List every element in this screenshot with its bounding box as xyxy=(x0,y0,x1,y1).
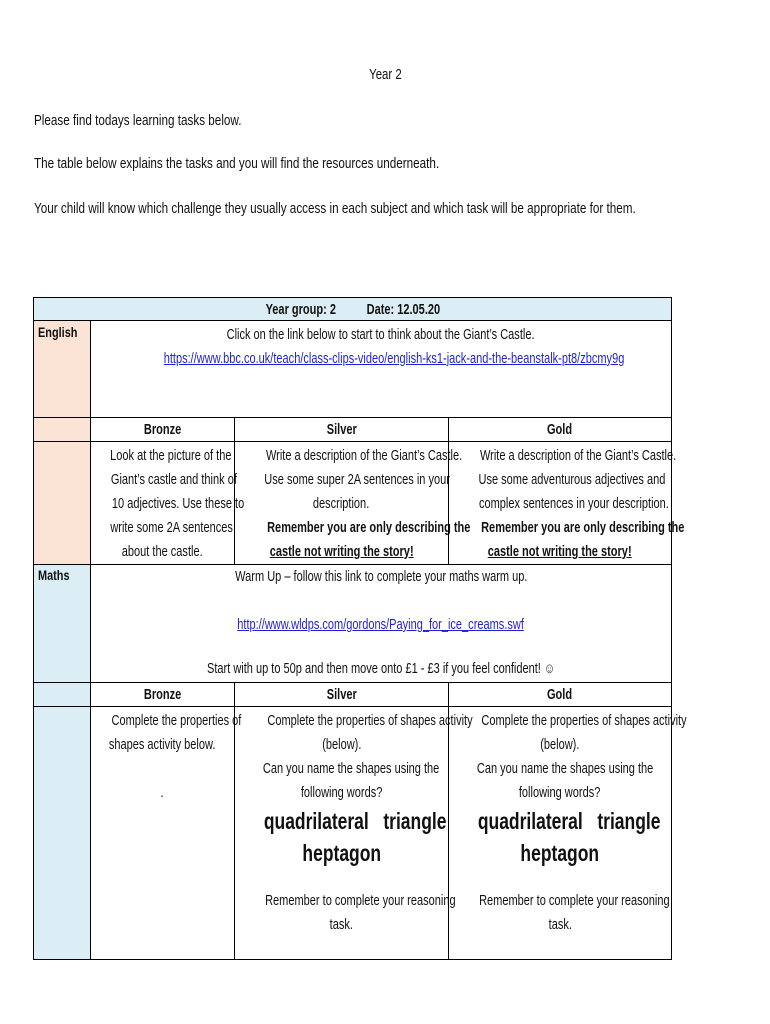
maths-silver-reminder: task. xyxy=(329,917,354,933)
english-bronze-text: about the castle. xyxy=(122,544,203,560)
english-bronze-head-cell xyxy=(90,417,235,442)
english-bronze-text: write some 2A sentences xyxy=(110,520,233,536)
english-silver-reminder: Remember you are only describing the xyxy=(267,520,471,536)
english-intro: Click on the link below to start to think about the Giant’s Castle. xyxy=(227,327,535,343)
maths-gold-text: Complete the properties of shapes activity xyxy=(481,713,687,729)
english-bronze-text: 10 adjectives. Use these to xyxy=(111,496,245,512)
maths-gold-heading: Gold xyxy=(547,687,573,703)
english-bronze-cell xyxy=(90,441,245,565)
intro-line-3: Your child will know which challenge they usually access in each subject and which task will be appropriate for them. xyxy=(34,200,636,217)
maths-start-note: Start with up to 50p and then move onto £1 - £3 if you feel confident! ☺ xyxy=(206,661,556,677)
english-label-cell xyxy=(33,320,91,418)
english-silver-reminder: castle not writing the story! xyxy=(269,544,414,560)
maths-silver-text: Can you name the shapes using the xyxy=(262,761,440,777)
maths-warmup-cell xyxy=(90,564,672,683)
maths-silver-cell xyxy=(234,706,473,960)
english-silver-head-cell xyxy=(234,417,449,442)
maths-silver-shape-words: quadrilateral triangle xyxy=(263,808,447,834)
english-intro-cell xyxy=(90,320,672,418)
maths-bronze-dot: . xyxy=(160,785,165,801)
english-silver-text: description. xyxy=(313,496,370,512)
english-silver-heading: Silver xyxy=(326,422,357,438)
intro-line-2: The table below explains the tasks and you will find the resources underneath. xyxy=(34,155,440,172)
maths-gold-cell xyxy=(448,706,687,960)
maths-bronze-head-cell xyxy=(90,682,235,707)
maths-silver-text: (below). xyxy=(321,737,362,753)
english-spacer-cell xyxy=(33,417,91,442)
english-silver-cell xyxy=(234,441,471,565)
english-gold-heading: Gold xyxy=(547,422,573,438)
maths-silver-head-cell xyxy=(234,682,449,707)
english-spacer-cell-2 xyxy=(33,441,91,565)
intro-line-1: Please find todays learning tasks below. xyxy=(34,112,242,129)
english-bronze-text: Look at the picture of the xyxy=(110,448,232,464)
maths-silver-text: Complete the properties of shapes activity xyxy=(267,713,473,729)
english-gold-text: Use some adventurous adjectives and xyxy=(478,472,666,488)
english-gold-reminder: castle not writing the story! xyxy=(488,544,632,560)
page-title: Year 2 xyxy=(368,66,402,83)
maths-silver-heading: Silver xyxy=(326,687,357,703)
maths-label-cell xyxy=(33,564,91,683)
english-bronze-text: Giant’s castle and think of xyxy=(110,472,237,488)
english-silver-text: Use some super 2A sentences in your xyxy=(264,472,450,488)
year-group: Year group: 2 xyxy=(265,302,336,318)
english-gold-reminder: Remember you are only describing the xyxy=(481,520,685,536)
maths-silver-text: following words? xyxy=(300,785,383,801)
english-bronze-heading: Bronze xyxy=(143,422,182,438)
maths-bronze-text: Complete the properties of xyxy=(111,713,242,729)
maths-warmup-link[interactable]: http://www.wldps.com/gordons/Paying_for_ice_creams.swf xyxy=(237,617,525,633)
table-header-row xyxy=(33,297,672,321)
maths-silver-shape-words: heptagon xyxy=(302,840,381,866)
english-video-link[interactable]: https://www.bbc.co.uk/teach/class-clips-video/english-ks1-jack-and-the-beanstalk-pt8/zbcmy9g xyxy=(163,351,625,367)
maths-gold-shape-words: heptagon xyxy=(520,840,600,866)
english-gold-text: complex sentences in your description. xyxy=(478,496,669,512)
maths-gold-reminder: Remember to complete your reasoning xyxy=(479,893,670,909)
english-label: English xyxy=(38,324,78,340)
maths-gold-shape-words: quadrilateral triangle xyxy=(477,808,661,834)
maths-label: Maths xyxy=(38,567,70,583)
maths-warmup: Warm Up – follow this link to complete your maths warm up. xyxy=(234,569,528,585)
maths-gold-text: (below). xyxy=(540,737,580,753)
english-gold-cell xyxy=(448,441,685,565)
english-gold-head-cell xyxy=(448,417,672,442)
english-gold-text: Write a description of the Giant’s Castle. xyxy=(479,448,677,464)
maths-spacer-cell xyxy=(33,682,91,707)
maths-gold-text: following words? xyxy=(519,785,601,801)
maths-gold-reminder: task. xyxy=(548,917,572,933)
maths-gold-text: Can you name the shapes using the xyxy=(476,761,654,777)
maths-bronze-cell xyxy=(90,706,242,960)
maths-silver-reminder: Remember to complete your reasoning xyxy=(265,893,456,909)
maths-bronze-heading: Bronze xyxy=(143,687,182,703)
maths-bronze-text: shapes activity below. xyxy=(109,737,216,753)
date: Date: 12.05.20 xyxy=(366,302,440,318)
english-silver-text: Write a description of the Giant’s Castle. xyxy=(265,448,463,464)
maths-gold-head-cell xyxy=(448,682,672,707)
maths-spacer-cell-2 xyxy=(33,706,91,960)
